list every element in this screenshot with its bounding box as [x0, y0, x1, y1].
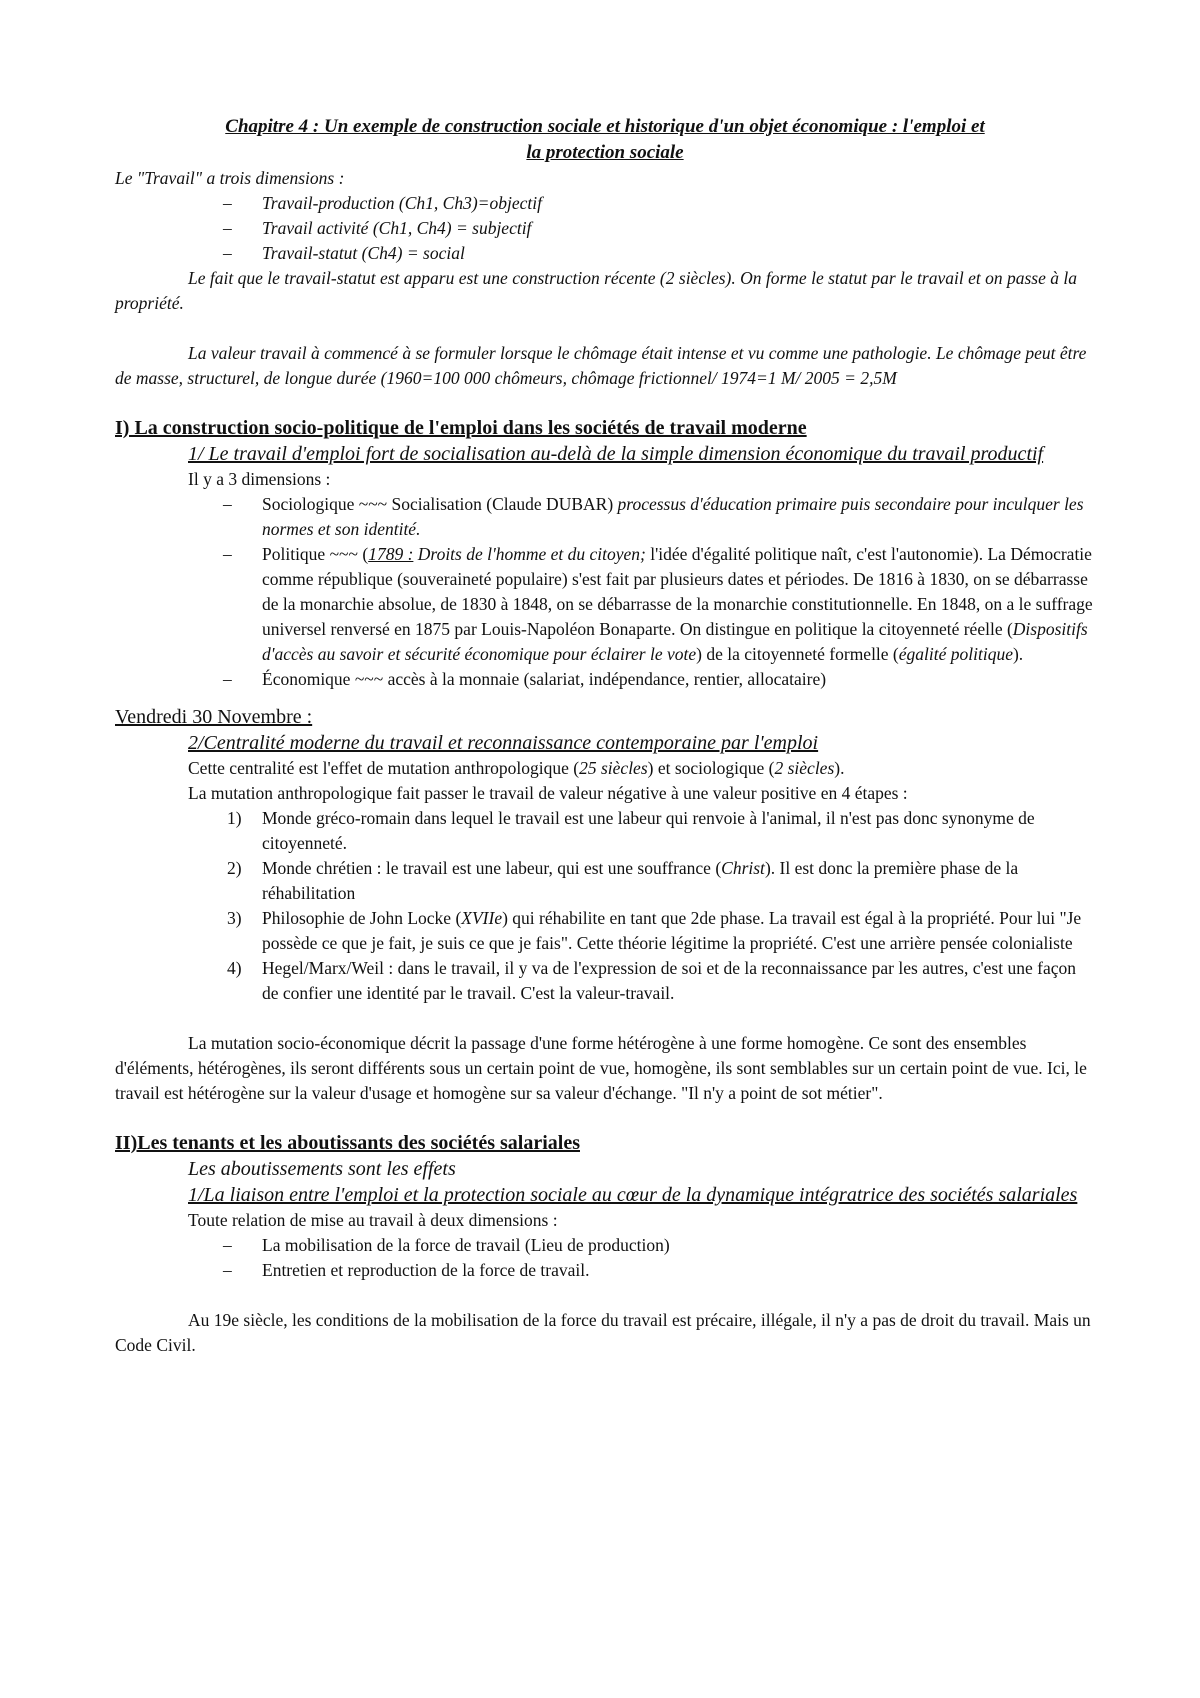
section-2-paragraph: Au 19e siècle, les conditions de la mobilisation de la force du travail est précaire, illégale, il n'y a pas de droit du travail. Mais un Code Civil.: [115, 1310, 1091, 1355]
list-item-step-2: 2) Monde chrétien : le travail est une labeur, qui est une souffrance (Christ). Il est donc la première phase de la réhabilitation: [227, 858, 1019, 903]
chapter-title-line-2: la protection sociale: [526, 142, 684, 163]
chapter-title-line-1: Chapitre 4 : Un exemple de construction sociale et historique d'un objet économique : l'emploi et: [225, 116, 985, 137]
mutation-steps-list: [115, 806, 1095, 1006]
list-item-sociologique: – Sociologique ~~~ Socialisation (Claude DUBAR) processus d'éducation primaire puis secondaire pour inculquer les normes et son identité.: [115, 492, 1095, 542]
document-body: [115, 114, 1095, 1358]
intro-block: [115, 166, 1095, 391]
intro-lead: Le "Travail" a trois dimensions :: [115, 168, 345, 188]
date-heading: Vendredi 30 Novembre :: [115, 706, 313, 728]
section-1-subheading-2: 2/Centralité moderne du travail et reconnaissance contemporaine par l'emploi: [188, 732, 819, 754]
list-item-economique: – Économique ~~~ accès à la monnaie (salariat, indépendance, rentier, allocataire): [115, 667, 1095, 692]
list-item: – Entretien et reproduction de la force de travail.: [115, 1258, 1095, 1283]
spacer: [115, 316, 1095, 341]
list-item-step-1: 1) Monde gréco-romain dans lequel le travail est une labeur qui renvoie à l'animal, il n'est pas donc synonyme de citoyenneté.: [227, 808, 1035, 853]
section-1-paragraph: La mutation socio-économique décrit la passage d'une forme hétérogène à une forme homogène. Ce sont des ensembles d'éléments, hétérogènes, ils seront différents sous un certain point de vue, homogène, ils sont semblables sur un certain point de vue. Ici, le travail est hétérogène sur la valeur d'usage et homogène sur sa valeur d'échange. "Il n'y a point de sot métier".: [115, 1033, 1087, 1103]
list-item: – La mobilisation de la force de travail (Lieu de production): [115, 1233, 1095, 1258]
section-1-subheading-1: 1/ Le travail d'emploi fort de socialisation au-delà de la simple dimension économique du travail productif: [188, 443, 1044, 465]
spacer: [115, 692, 1095, 704]
spacer: [115, 1106, 1095, 1118]
section-2-list: [115, 1233, 1095, 1283]
section-1-centralite-text: Cette centralité est l'effet de mutation anthropologique (25 siècles) et sociologique (2 siècles).: [188, 758, 845, 778]
section-2-subheading-1: 1/La liaison entre l'emploi et la protection sociale au cœur de la dynamique intégratrice des sociétés salariales: [188, 1184, 1078, 1206]
chapter-title: [115, 114, 1095, 166]
spacer: [115, 403, 1095, 415]
intro-dimension-list: [115, 191, 1095, 266]
list-item: – Travail activité (Ch1, Ch4) = subjectif: [115, 216, 1095, 241]
section-1-lead: Il y a 3 dimensions :: [188, 469, 331, 489]
spacer: [115, 391, 1095, 403]
section-1-mutation-lead: La mutation anthropologique fait passer le travail de valeur négative à une valeur positive en 4 étapes :: [188, 783, 908, 803]
list-item-step-4: 4) Hegel/Marx/Weil : dans le travail, il y va de l'expression de soi et de la reconnaissance par les autres, c'est une façon de confier une identité par le travail. C'est la valeur-travail.: [227, 958, 1076, 1003]
spacer: [115, 1006, 1095, 1031]
intro-paragraph-1: Le fait que le travail-statut est apparu est une construction récente (2 siècles). On forme le statut par le travail et on passe à la propriété.: [115, 268, 1077, 313]
section-2-lead: Toute relation de mise au travail à deux dimensions :: [188, 1210, 558, 1230]
spacer: [115, 1118, 1095, 1130]
spacer: [115, 1283, 1095, 1308]
list-item-step-3: 3) Philosophie de John Locke (XVIIe) qui réhabilite en tant que 2de phase. La travail est égal à la propriété. Pour lui "Je possède ce que je fait, je suis ce que je fais". Cette théorie légitime la propriété. C'est une arrière pensée colonialiste: [227, 908, 1082, 953]
section-1-dimension-list: [115, 492, 1095, 692]
list-item: – Travail-production (Ch1, Ch3)=objectif: [115, 191, 1095, 216]
section-2-subtitle: Les aboutissements sont les effets: [188, 1158, 456, 1180]
intro-paragraph-2: La valeur travail à commencé à se formuler lorsque le chômage était intense et vu comme une pathologie. Le chômage peut être de masse, structurel, de longue durée (1960=100 000 chômeurs, chômage frictionnel/ 1974=1 M/ 2005 = 2,5M: [115, 343, 1087, 388]
list-item: – Travail-statut (Ch4) = social: [115, 241, 1095, 266]
section-2-heading: II)Les tenants et les aboutissants des sociétés salariales: [115, 1132, 580, 1154]
section-1-heading: I) La construction socio-politique de l'emploi dans les sociétés de travail moderne: [115, 417, 807, 439]
list-item-politique: – Politique ~~~ (1789 : Droits de l'homme et du citoyen; l'idée d'égalité politique naît, c'est l'autonomie). La Démocratie comme république (souveraineté populaire) s'est fait par plusieurs dates et périodes. De 1816 à 1830, on se débarrasse de la monarchie absolue, de 1830 à 1848, on se débarrasse de la monarchie constitutionnelle. En 1848, on a le suffrage universel renversé en 1875 par Louis-Napoléon Bonaparte. On distingue en politique la citoyenneté réelle (Dispositifs d'accès au savoir et sécurité économique pour éclairer le vote) de la citoyenneté formelle (égalité politique).: [115, 542, 1095, 667]
